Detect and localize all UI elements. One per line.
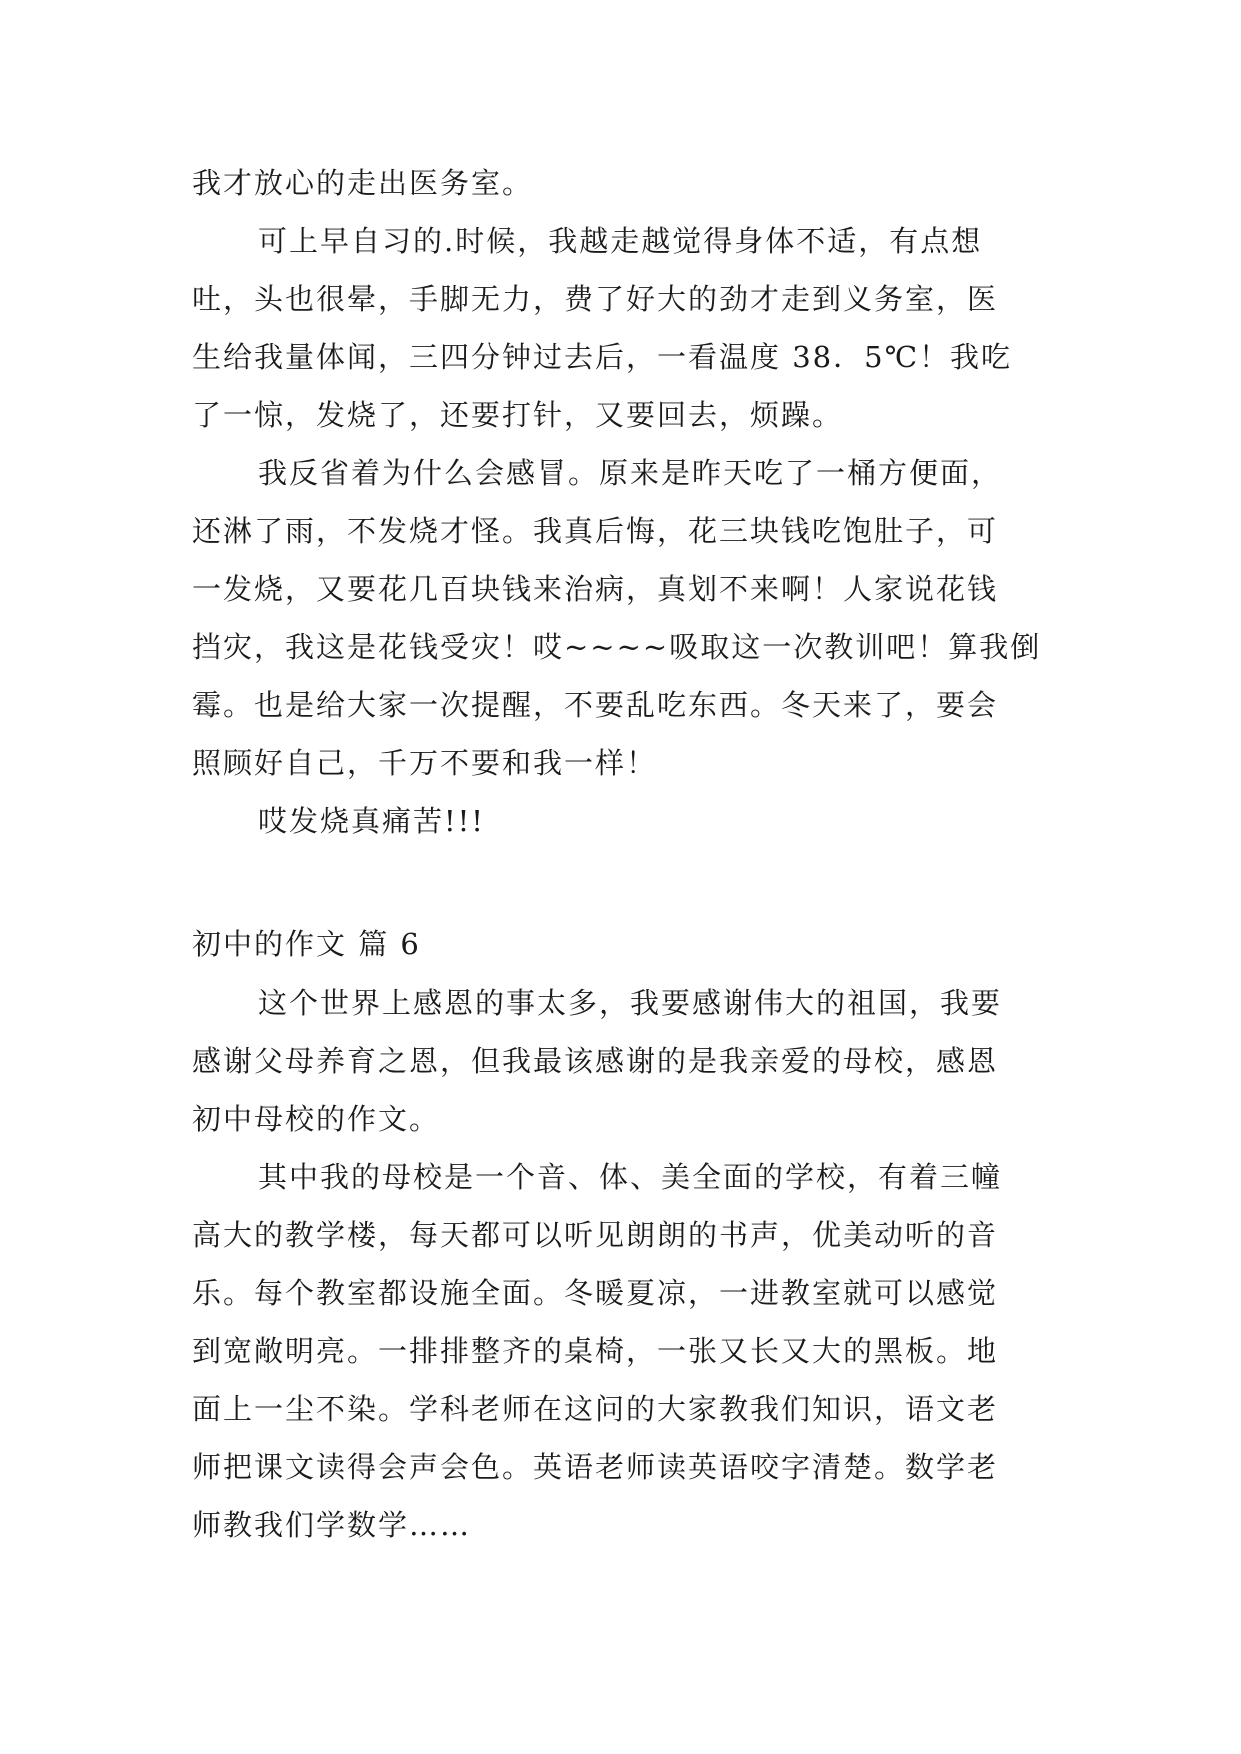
paragraph-line: 乐。每个教室都设施全面。冬暖夏凉，一进教室就可以感觉	[192, 1276, 999, 1310]
paragraph-line: 师教我们学数学……	[192, 1508, 472, 1542]
paragraph-line: 到宽敞明亮。一排排整齐的桌椅，一张又长又大的黑板。地	[192, 1334, 999, 1368]
paragraph-line: 感谢父母养育之恩，但我最该感谢的是我亲爱的母校，感恩	[192, 1044, 999, 1078]
paragraph-line: 还淋了雨，不发烧才怪。我真后悔，花三块钱吃饱肚子，可	[192, 514, 999, 548]
paragraph-line: 霉。也是给大家一次提醒，不要乱吃东西。冬天来了，要会	[192, 688, 999, 722]
paragraph-line: 可上早自习的.时候，我越走越觉得身体不适，有点想	[258, 224, 983, 258]
paragraph-line: 照顾好自己，千万不要和我一样！	[192, 746, 658, 780]
paragraph-line: 师把课文读得会声会色。英语老师读英语咬字清楚。数学老	[192, 1450, 999, 1484]
section-2-body	[192, 974, 1052, 1554]
paragraph-line: 其中我的母校是一个音、体、美全面的学校，有着三幢	[258, 1160, 1003, 1194]
paragraph-line: 这个世界上感恩的事太多，我要感谢伟大的祖国，我要	[258, 986, 1003, 1020]
paragraph-line: 高大的教学楼，每天都可以听见朗朗的书声，优美动听的音	[192, 1218, 999, 1252]
paragraph-line: 我才放心的走出医务室。	[192, 166, 534, 200]
paragraph-line: 了一惊，发烧了，还要打针，又要回去，烦躁。	[192, 398, 844, 432]
paragraph-line: 一发烧，又要花几百块钱来治病，真划不来啊！人家说花钱	[192, 572, 999, 606]
paragraph-line: 挡灾，我这是花钱受灾！哎~~~~吸取这一次教训吧！算我倒	[192, 630, 1042, 664]
paragraph-line: 哎发烧真痛苦!!!	[258, 804, 485, 838]
paragraph-line: 我反省着为什么会感冒。原来是昨天吃了一桶方便面，	[258, 456, 1003, 490]
paragraph-line: 吐，头也很晕，手脚无力，费了好大的劲才走到义务室，医	[192, 282, 999, 316]
paragraph-line: 面上一尘不染。学科老师在这问的大家教我们知识，语文老	[192, 1392, 999, 1426]
paragraph-line: 初中母校的作文。	[192, 1102, 441, 1136]
paragraph-line: 生给我量体闻，三四分钟过去后，一看温度 38．5℃！我吃	[192, 340, 1013, 374]
section-2-heading: 初中的作文 篇 6	[192, 927, 421, 961]
section-1-body	[192, 154, 1052, 850]
